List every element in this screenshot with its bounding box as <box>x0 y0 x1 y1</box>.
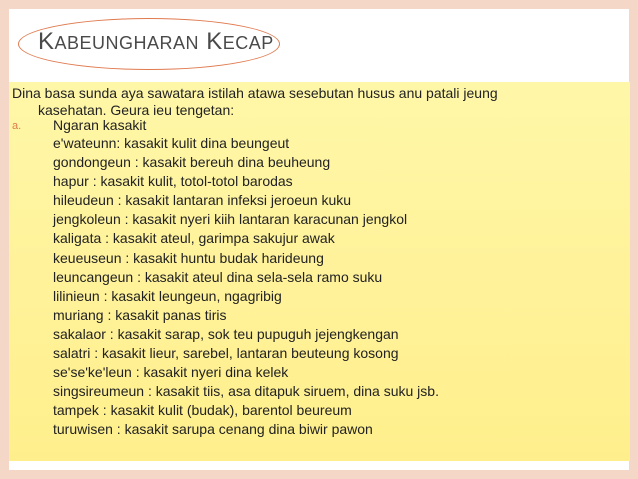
title-letter-1: K <box>38 28 55 55</box>
list-bullet: a. <box>12 120 22 132</box>
list-item: leuncangeun : kasakit ateul dina sela-sela ramo suku <box>53 268 383 285</box>
slide-frame-bottom <box>0 470 638 479</box>
list-item: tampek : kasakit kulit (budak), barentol beureum <box>53 402 352 419</box>
list-item: singsireumeun : kasakit tiis, asa ditapuk siruem, dina suku jsb. <box>53 383 439 400</box>
list-item: sakalaor : kasakit sarap, sok teu pupuguh jejengkengan <box>53 325 399 342</box>
intro-paragraph <box>12 85 572 119</box>
disease-list <box>53 134 613 440</box>
list-item: keueuseun : kasakit huntu budak harideung <box>53 249 324 266</box>
list-item: se'se'ke'leun : kasakit nyeri dina kelek <box>53 364 289 381</box>
list-item: lilinieun : kasakit leungeun, ngagribig <box>53 287 282 304</box>
list-item: hileudeun : kasakit lantaran infeksi jeroeun kuku <box>53 192 352 209</box>
intro-line-1: Dina basa sunda aya sawatara istilah atawa sesebutan husus anu patali jeung <box>12 85 498 101</box>
slide-frame-top <box>0 0 638 9</box>
intro-line-2: kasehatan. Geura ieu tengetan: <box>38 102 235 118</box>
slide-frame-left <box>0 0 9 479</box>
slide-title <box>38 28 274 56</box>
title-word-2-rest: ECAP <box>222 33 274 53</box>
title-letter-2: K <box>206 28 223 55</box>
title-word-1-rest: ABEUNGHARAN <box>54 33 200 53</box>
list-item: salatri : kasakit lieur, sarebel, lantaran beuteung kosong <box>53 345 399 362</box>
list-item: e'wateunn: kasakit kulit dina beungeut <box>53 135 290 151</box>
slide-frame-right <box>629 0 638 479</box>
list-item: kaligata : kasakit ateul, garimpa sakujur awak <box>53 230 335 247</box>
list-heading: Ngaran kasakit <box>53 117 147 133</box>
list-item: hapur : kasakit kulit, totol-totol barodas <box>53 173 293 190</box>
list-item: jengkoleun : kasakit nyeri kiih lantaran karacunan jengkol <box>53 211 408 228</box>
list-item: gondongeun : kasakit bereuh dina beuheung <box>53 154 331 171</box>
list-item: turuwisen : kasakit sarupa cenang dina biwir pawon <box>53 421 373 438</box>
list-item: muriang : kasakit panas tiris <box>53 306 227 323</box>
